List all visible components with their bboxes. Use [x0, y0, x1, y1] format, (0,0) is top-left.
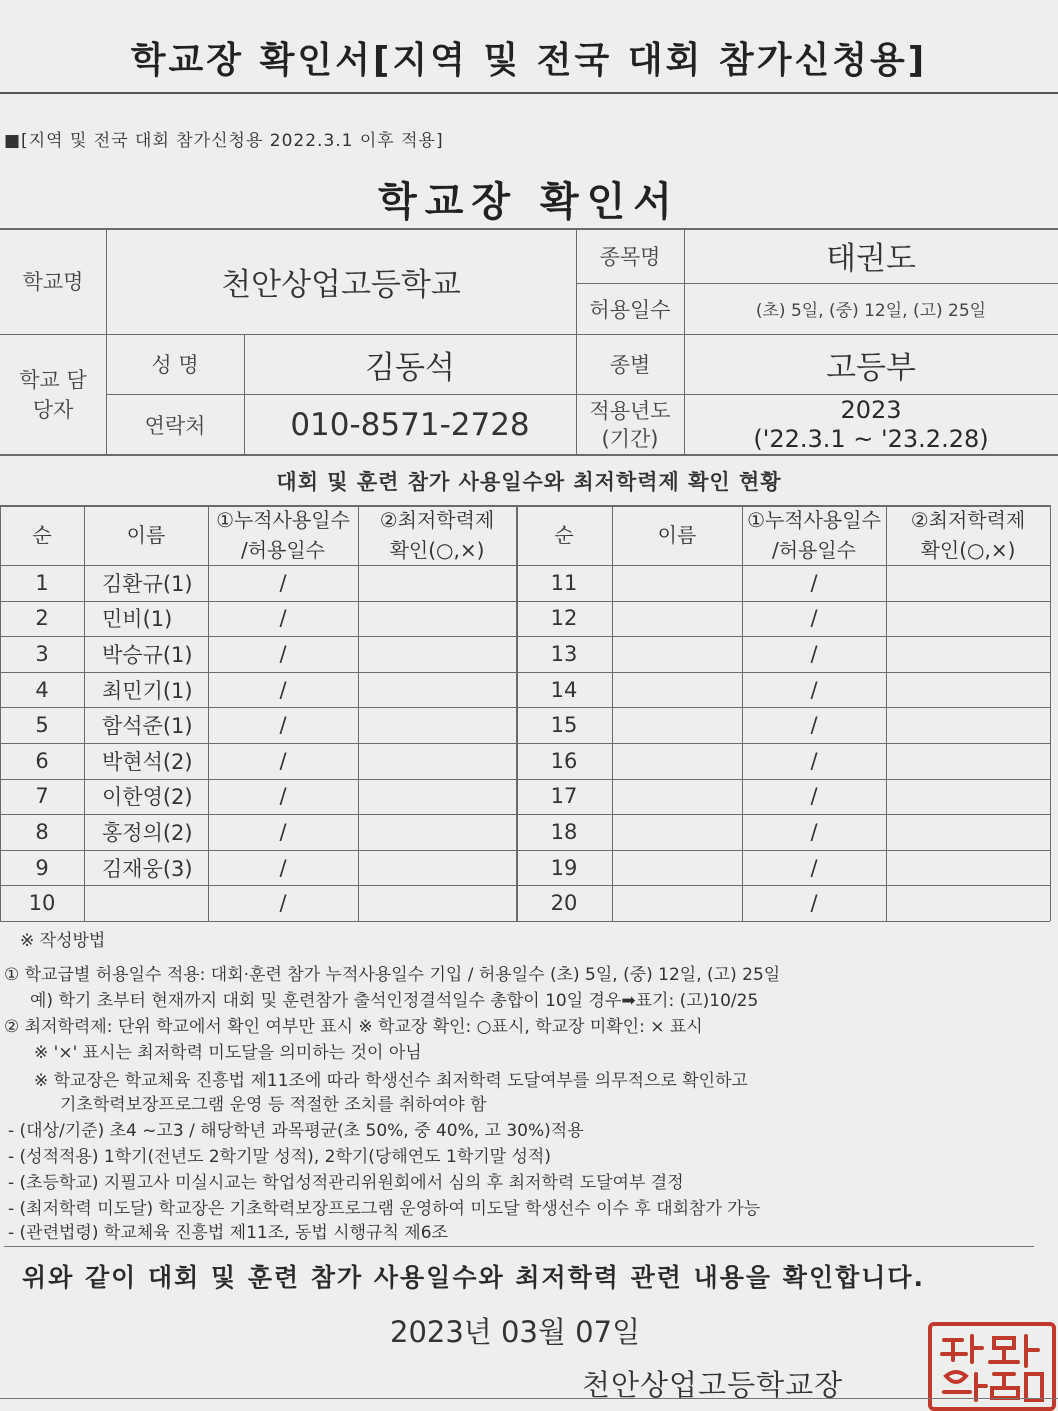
principal-signature: 천안상업고등학교장	[582, 1368, 844, 1402]
header-check-line1: ②최저학력제	[910, 508, 1026, 532]
row-check	[358, 707, 516, 743]
sport-value: 태권도	[826, 241, 916, 277]
row-no: 9	[35, 855, 49, 880]
document-title: 학교장 확인서	[378, 179, 680, 225]
contact-value: 010-8571-2728	[290, 407, 530, 443]
seal-mark-icon	[932, 1326, 1052, 1407]
row-name	[612, 707, 742, 743]
row-days: /	[810, 891, 818, 916]
header-days-line1: ①누적사용일수	[747, 508, 881, 532]
header-days-line2: /허용일수	[771, 538, 857, 562]
row-days: /	[810, 570, 818, 595]
header-name: 이름	[657, 523, 697, 547]
row-no: 14	[550, 677, 578, 702]
row-no: 3	[35, 641, 49, 666]
section-title: 대회 및 훈련 참가 사용일수와 최저학력제 확인 현황	[276, 470, 782, 494]
year-value	[684, 394, 1058, 456]
year-number: 2023	[840, 396, 902, 424]
note-line: - (관련법령) 학교체육 진흥법 제11조, 동법 시행규칙 제6조	[8, 1223, 448, 1243]
row-check	[886, 565, 1050, 601]
row-check	[886, 850, 1050, 886]
note-line: 기초학력보장프로그램 운영 등 적절한 조치를 취하여야 함	[60, 1095, 487, 1115]
title-divider	[0, 92, 1058, 94]
row-name	[612, 743, 742, 779]
header-cumulative-days	[742, 505, 886, 565]
name-label: 성 명	[151, 353, 199, 377]
row-name: 최민기(1)	[102, 678, 193, 703]
row-days: /	[810, 713, 818, 738]
header-no: 순	[554, 523, 574, 547]
row-name: 민비(1)	[102, 607, 173, 632]
row-days: /	[279, 606, 287, 631]
table-rule	[1050, 505, 1051, 921]
row-name	[612, 814, 742, 850]
header-cumulative-days	[208, 505, 358, 565]
row-name: 김환규(1)	[102, 571, 193, 596]
row-days: /	[279, 891, 287, 916]
allowed-days-label: 허용일수	[589, 297, 671, 322]
info-table	[0, 228, 1058, 456]
confirmation-statement: 위와 같이 대회 및 훈련 참가 사용일수와 최저학력 관련 내용을 확인합니다.	[22, 1263, 926, 1292]
row-no: 13	[550, 641, 578, 666]
note-line: - (성적적용) 1학기(전년도 2학기말 성적), 2학기(당해연도 1학기말 성적)	[8, 1147, 551, 1167]
row-no: 8	[35, 819, 49, 844]
header-min-academic-check	[886, 505, 1050, 565]
row-name	[612, 636, 742, 672]
row-check	[358, 672, 516, 708]
header-days-line2: /허용일수	[240, 538, 326, 562]
issue-date: 2023년 03월 07일	[390, 1315, 641, 1349]
year-label-line1: 적용년도	[589, 399, 671, 423]
row-days: /	[810, 784, 818, 809]
row-name: 박현석(2)	[102, 749, 193, 774]
row-no: 17	[550, 784, 578, 809]
row-no: 4	[35, 677, 49, 702]
sport-label: 종목명	[599, 244, 661, 269]
row-days: /	[279, 570, 287, 595]
row-days: /	[810, 748, 818, 773]
row-days: /	[279, 641, 287, 666]
row-name	[612, 850, 742, 886]
row-days: /	[810, 606, 818, 631]
row-days: /	[279, 677, 287, 702]
row-check	[358, 779, 516, 815]
note-line: ※ 학교장은 학교체육 진흥법 제11조에 따라 학생선수 최저학력 도달여부를 의무적으로 확인하고	[34, 1071, 748, 1091]
category-label: 종별	[609, 353, 651, 377]
note-line: - (대상/기준) 초4 ~고3 / 해당학년 과목평균(초 50%, 중 40%, 고 30%)적용	[8, 1121, 584, 1141]
subtitle: ■[지역 및 전국 대회 참가신청용 2022.3.1 이후 적용]	[4, 131, 444, 151]
row-name	[612, 885, 742, 921]
row-name: 홍정의(2)	[102, 820, 193, 845]
note-line: ※ 작성방법	[20, 931, 106, 951]
header-check-line2: 확인(○,×)	[920, 538, 1016, 562]
row-days: /	[279, 855, 287, 880]
row-days: /	[279, 784, 287, 809]
row-days: /	[810, 855, 818, 880]
row-name: 함석준(1)	[102, 714, 193, 739]
row-days: /	[279, 819, 287, 844]
row-name: 김재웅(3)	[102, 856, 193, 881]
row-no: 5	[35, 713, 49, 738]
row-check	[886, 707, 1050, 743]
header-check-line2: 확인(○,×)	[389, 538, 485, 562]
row-check	[886, 814, 1050, 850]
row-no: 1	[35, 570, 49, 595]
row-check	[886, 672, 1050, 708]
row-days: /	[810, 819, 818, 844]
row-check	[358, 814, 516, 850]
row-check	[358, 565, 516, 601]
row-no: 2	[35, 606, 49, 631]
header-check-line1: ②최저학력제	[379, 508, 495, 532]
row-no: 10	[28, 891, 56, 916]
row-days: /	[279, 748, 287, 773]
row-no: 6	[35, 748, 49, 773]
row-check	[886, 601, 1050, 637]
year-period: ('22.3.1 ~ '23.2.28)	[753, 425, 989, 453]
allowed-days-value: (초) 5일, (중) 12일, (고) 25일	[755, 301, 987, 321]
row-days: /	[810, 677, 818, 702]
row-name	[84, 885, 208, 921]
header-name: 이름	[126, 523, 166, 547]
row-name	[612, 601, 742, 637]
row-check	[886, 743, 1050, 779]
row-check	[358, 850, 516, 886]
row-no: 16	[550, 748, 578, 773]
note-line: ① 학교급별 허용일수 적용: 대회·훈련 참가 누적사용일수 기입 / 허용일수 (초) 5일, (중) 12일, (고) 25일	[4, 965, 781, 985]
row-no: 11	[550, 570, 578, 595]
bottom-divider	[0, 1398, 1058, 1399]
year-label	[576, 394, 684, 456]
row-check	[358, 885, 516, 921]
row-no: 20	[550, 891, 578, 916]
row-days: /	[810, 641, 818, 666]
row-name	[612, 779, 742, 815]
manager-label: 학교 담당자	[19, 368, 87, 422]
note-line: 예) 학기 초부터 현재까지 대회 및 훈련참가 출석인정결석일수 총합이 10일 경우➡표기: (고)10/25	[30, 991, 759, 1011]
note-line: - (초등학교) 지필고사 미실시교는 학업성적관리위원회에서 심의 후 최저학력 도달여부 결정	[8, 1173, 684, 1193]
row-check	[886, 636, 1050, 672]
row-no: 12	[550, 606, 578, 631]
row-no: 18	[550, 819, 578, 844]
header-min-academic-check	[358, 505, 516, 565]
header-no: 순	[32, 523, 52, 547]
row-name: 박승규(1)	[102, 642, 193, 667]
school-label: 학교명	[22, 270, 84, 294]
name-value: 김동석	[365, 349, 455, 386]
row-no: 15	[550, 713, 578, 738]
row-no: 7	[35, 784, 49, 809]
category-value: 고등부	[826, 349, 916, 386]
row-no: 19	[550, 855, 578, 880]
row-check	[358, 743, 516, 779]
row-check	[358, 636, 516, 672]
note-line: - (최저학력 미도달) 학교장은 기초학력보장프로그램 운영하여 미도달 학생선수 이수 후 대회참가 가능	[8, 1199, 761, 1219]
roster-table	[0, 505, 1058, 925]
note-line: ※ '×' 표시는 최저학력 미도달을 의미하는 것이 아님	[34, 1043, 422, 1063]
row-name	[612, 565, 742, 601]
header-days-line1: ①누적사용일수	[216, 508, 350, 532]
row-check	[886, 885, 1050, 921]
school-value: 천안상업고등학교	[221, 266, 461, 303]
year-label-line2: (기간)	[601, 427, 659, 451]
table-rule	[0, 921, 1050, 922]
notes-divider	[4, 1246, 1034, 1247]
contact-label: 연락처	[144, 414, 206, 438]
row-name	[612, 672, 742, 708]
note-line: ② 최저학력제: 단위 학교에서 확인 여부만 표시 ※ 학교장 확인: ○표시, 학교장 미확인: × 표시	[4, 1017, 703, 1037]
top-title: 학교장 확인서[지역 및 전국 대회 참가신청용]	[130, 40, 928, 81]
row-check	[886, 779, 1050, 815]
row-name: 이한영(2)	[102, 785, 193, 810]
row-check	[358, 601, 516, 637]
row-days: /	[279, 713, 287, 738]
